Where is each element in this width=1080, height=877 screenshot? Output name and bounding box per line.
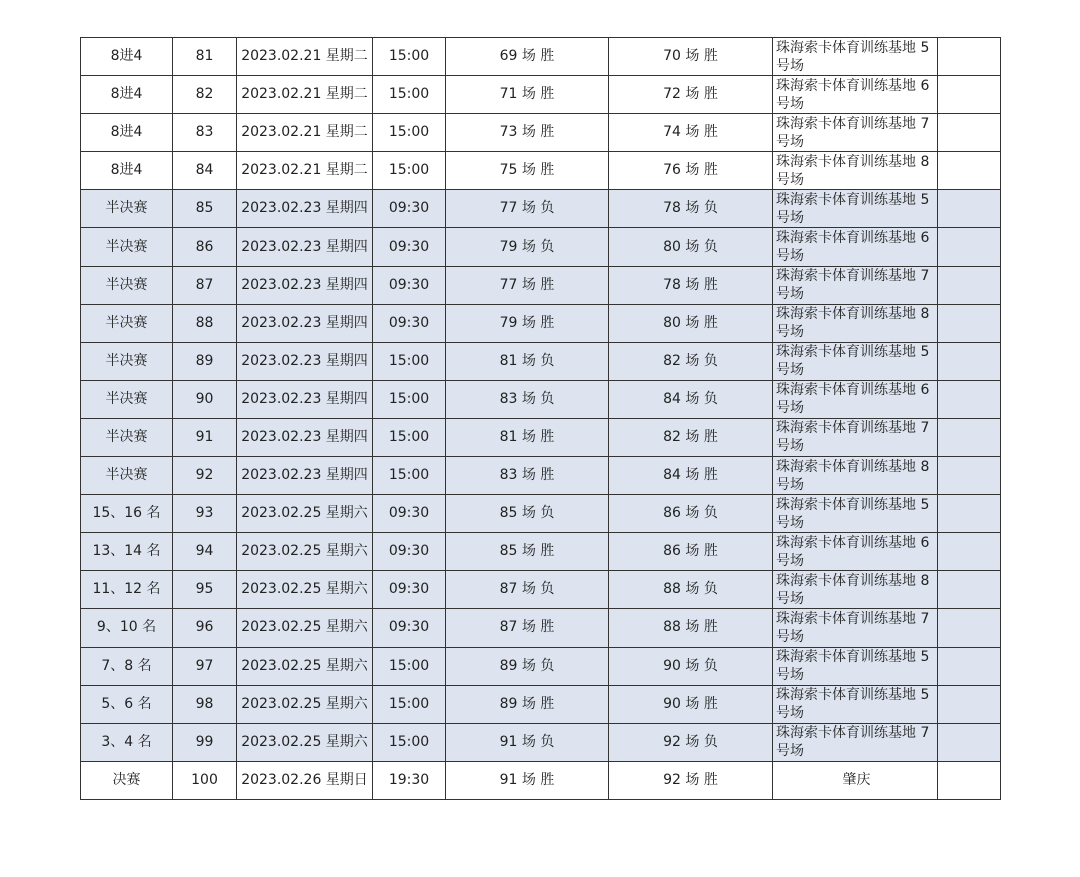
cell-match-number: 99 — [173, 723, 237, 761]
cell-team-a: 89 场 负 — [446, 647, 609, 685]
cell-round: 5、6 名 — [81, 685, 173, 723]
table-row — [81, 457, 1001, 495]
cell-date: 2023.02.21 星期二 — [237, 114, 373, 152]
cell-match-number: 87 — [173, 266, 237, 304]
cell-team-b: 80 场 负 — [609, 228, 773, 266]
table-row — [81, 228, 1001, 266]
cell-team-b: 84 场 胜 — [609, 457, 773, 495]
cell-remarks — [938, 418, 1001, 456]
table-row — [81, 685, 1001, 723]
cell-venue: 珠海索卡体育训练基地 7 号场 — [773, 418, 938, 456]
cell-match-number: 84 — [173, 152, 237, 190]
cell-date: 2023.02.25 星期六 — [237, 685, 373, 723]
cell-round: 8进4 — [81, 152, 173, 190]
table-row — [81, 761, 1001, 799]
cell-time: 15:00 — [373, 685, 446, 723]
cell-team-b: 72 场 胜 — [609, 76, 773, 114]
table-row — [81, 418, 1001, 456]
cell-round: 7、8 名 — [81, 647, 173, 685]
cell-remarks — [938, 38, 1001, 76]
cell-round: 8进4 — [81, 76, 173, 114]
cell-team-a: 75 场 胜 — [446, 152, 609, 190]
cell-team-b: 74 场 胜 — [609, 114, 773, 152]
cell-remarks — [938, 761, 1001, 799]
cell-date: 2023.02.25 星期六 — [237, 647, 373, 685]
table-row — [81, 647, 1001, 685]
cell-time: 15:00 — [373, 76, 446, 114]
cell-round: 15、16 名 — [81, 495, 173, 533]
cell-date: 2023.02.23 星期四 — [237, 380, 373, 418]
cell-venue: 珠海索卡体育训练基地 7 号场 — [773, 266, 938, 304]
cell-round: 8进4 — [81, 38, 173, 76]
cell-round: 半决赛 — [81, 266, 173, 304]
cell-team-b: 82 场 负 — [609, 342, 773, 380]
cell-round: 决赛 — [81, 761, 173, 799]
cell-venue: 珠海索卡体育训练基地 7 号场 — [773, 114, 938, 152]
cell-remarks — [938, 266, 1001, 304]
cell-round: 半决赛 — [81, 418, 173, 456]
cell-venue: 珠海索卡体育训练基地 7 号场 — [773, 609, 938, 647]
cell-team-a: 81 场 负 — [446, 342, 609, 380]
cell-date: 2023.02.25 星期六 — [237, 609, 373, 647]
cell-time: 09:30 — [373, 495, 446, 533]
table-row — [81, 190, 1001, 228]
cell-team-a: 73 场 胜 — [446, 114, 609, 152]
cell-team-a: 87 场 负 — [446, 571, 609, 609]
cell-team-a: 81 场 胜 — [446, 418, 609, 456]
cell-team-a: 77 场 胜 — [446, 266, 609, 304]
cell-team-b: 88 场 胜 — [609, 609, 773, 647]
cell-round: 半决赛 — [81, 304, 173, 342]
cell-team-b: 92 场 负 — [609, 723, 773, 761]
table-row — [81, 38, 1001, 76]
cell-remarks — [938, 533, 1001, 571]
cell-team-a: 77 场 负 — [446, 190, 609, 228]
cell-team-b: 70 场 胜 — [609, 38, 773, 76]
cell-team-b: 78 场 负 — [609, 190, 773, 228]
cell-team-b: 92 场 胜 — [609, 761, 773, 799]
cell-time: 15:00 — [373, 342, 446, 380]
table-row — [81, 571, 1001, 609]
table-row — [81, 723, 1001, 761]
table-row — [81, 152, 1001, 190]
table-row — [81, 76, 1001, 114]
cell-time: 15:00 — [373, 152, 446, 190]
cell-team-a: 79 场 胜 — [446, 304, 609, 342]
cell-team-b: 76 场 胜 — [609, 152, 773, 190]
cell-remarks — [938, 571, 1001, 609]
cell-team-b: 90 场 胜 — [609, 685, 773, 723]
table-row — [81, 380, 1001, 418]
cell-venue: 珠海索卡体育训练基地 5 号场 — [773, 38, 938, 76]
cell-remarks — [938, 190, 1001, 228]
cell-date: 2023.02.23 星期四 — [237, 190, 373, 228]
cell-team-b: 84 场 负 — [609, 380, 773, 418]
cell-team-a: 89 场 胜 — [446, 685, 609, 723]
cell-date: 2023.02.23 星期四 — [237, 342, 373, 380]
cell-team-a: 71 场 胜 — [446, 76, 609, 114]
cell-date: 2023.02.25 星期六 — [237, 571, 373, 609]
table-row — [81, 533, 1001, 571]
cell-remarks — [938, 609, 1001, 647]
cell-date: 2023.02.23 星期四 — [237, 304, 373, 342]
cell-match-number: 81 — [173, 38, 237, 76]
cell-date: 2023.02.23 星期四 — [237, 228, 373, 266]
cell-team-a: 87 场 胜 — [446, 609, 609, 647]
cell-remarks — [938, 228, 1001, 266]
cell-match-number: 88 — [173, 304, 237, 342]
cell-team-a: 69 场 胜 — [446, 38, 609, 76]
cell-remarks — [938, 380, 1001, 418]
cell-time: 15:00 — [373, 38, 446, 76]
cell-venue: 珠海索卡体育训练基地 5 号场 — [773, 342, 938, 380]
cell-round: 8进4 — [81, 114, 173, 152]
cell-time: 09:30 — [373, 266, 446, 304]
cell-match-number: 82 — [173, 76, 237, 114]
cell-venue: 珠海索卡体育训练基地 8 号场 — [773, 571, 938, 609]
table-row — [81, 495, 1001, 533]
cell-date: 2023.02.26 星期日 — [237, 761, 373, 799]
cell-remarks — [938, 457, 1001, 495]
cell-venue: 珠海索卡体育训练基地 6 号场 — [773, 76, 938, 114]
cell-time: 15:00 — [373, 647, 446, 685]
cell-time: 09:30 — [373, 609, 446, 647]
match-schedule-table — [80, 37, 1001, 800]
cell-time: 15:00 — [373, 723, 446, 761]
cell-match-number: 83 — [173, 114, 237, 152]
cell-team-b: 78 场 胜 — [609, 266, 773, 304]
cell-round: 半决赛 — [81, 342, 173, 380]
cell-date: 2023.02.23 星期四 — [237, 418, 373, 456]
cell-round: 9、10 名 — [81, 609, 173, 647]
cell-round: 半决赛 — [81, 380, 173, 418]
table-row — [81, 609, 1001, 647]
cell-remarks — [938, 304, 1001, 342]
cell-remarks — [938, 647, 1001, 685]
cell-round: 半决赛 — [81, 190, 173, 228]
table-row — [81, 266, 1001, 304]
cell-venue: 肇庆 — [773, 761, 938, 799]
cell-team-a: 85 场 胜 — [446, 533, 609, 571]
cell-match-number: 95 — [173, 571, 237, 609]
cell-venue: 珠海索卡体育训练基地 6 号场 — [773, 228, 938, 266]
cell-remarks — [938, 342, 1001, 380]
cell-remarks — [938, 152, 1001, 190]
cell-match-number: 90 — [173, 380, 237, 418]
cell-date: 2023.02.25 星期六 — [237, 533, 373, 571]
cell-venue: 珠海索卡体育训练基地 6 号场 — [773, 533, 938, 571]
cell-remarks — [938, 685, 1001, 723]
cell-date: 2023.02.21 星期二 — [237, 38, 373, 76]
cell-date: 2023.02.23 星期四 — [237, 266, 373, 304]
cell-date: 2023.02.25 星期六 — [237, 495, 373, 533]
cell-round: 11、12 名 — [81, 571, 173, 609]
cell-round: 3、4 名 — [81, 723, 173, 761]
cell-venue: 珠海索卡体育训练基地 6 号场 — [773, 380, 938, 418]
cell-match-number: 92 — [173, 457, 237, 495]
cell-venue: 珠海索卡体育训练基地 5 号场 — [773, 190, 938, 228]
cell-team-a: 79 场 负 — [446, 228, 609, 266]
cell-team-a: 83 场 胜 — [446, 457, 609, 495]
cell-team-a: 85 场 负 — [446, 495, 609, 533]
cell-remarks — [938, 76, 1001, 114]
cell-match-number: 94 — [173, 533, 237, 571]
cell-match-number: 91 — [173, 418, 237, 456]
cell-time: 15:00 — [373, 418, 446, 456]
cell-time: 15:00 — [373, 380, 446, 418]
cell-match-number: 86 — [173, 228, 237, 266]
cell-team-a: 83 场 负 — [446, 380, 609, 418]
cell-round: 13、14 名 — [81, 533, 173, 571]
cell-match-number: 100 — [173, 761, 237, 799]
cell-time: 09:30 — [373, 533, 446, 571]
cell-match-number: 97 — [173, 647, 237, 685]
cell-match-number: 85 — [173, 190, 237, 228]
cell-time: 15:00 — [373, 457, 446, 495]
cell-team-b: 86 场 胜 — [609, 533, 773, 571]
cell-team-b: 86 场 负 — [609, 495, 773, 533]
cell-venue: 珠海索卡体育训练基地 8 号场 — [773, 457, 938, 495]
cell-time: 15:00 — [373, 114, 446, 152]
cell-match-number: 96 — [173, 609, 237, 647]
cell-venue: 珠海索卡体育训练基地 8 号场 — [773, 304, 938, 342]
cell-date: 2023.02.21 星期二 — [237, 152, 373, 190]
cell-venue: 珠海索卡体育训练基地 5 号场 — [773, 647, 938, 685]
cell-team-b: 80 场 胜 — [609, 304, 773, 342]
cell-team-a: 91 场 负 — [446, 723, 609, 761]
cell-time: 09:30 — [373, 190, 446, 228]
cell-venue: 珠海索卡体育训练基地 5 号场 — [773, 685, 938, 723]
cell-match-number: 98 — [173, 685, 237, 723]
cell-date: 2023.02.23 星期四 — [237, 457, 373, 495]
cell-team-b: 82 场 胜 — [609, 418, 773, 456]
table-row — [81, 342, 1001, 380]
cell-match-number: 89 — [173, 342, 237, 380]
cell-time: 19:30 — [373, 761, 446, 799]
cell-time: 09:30 — [373, 228, 446, 266]
cell-time: 09:30 — [373, 304, 446, 342]
cell-venue: 珠海索卡体育训练基地 8 号场 — [773, 152, 938, 190]
cell-venue: 珠海索卡体育训练基地 5 号场 — [773, 495, 938, 533]
cell-round: 半决赛 — [81, 228, 173, 266]
cell-remarks — [938, 114, 1001, 152]
cell-remarks — [938, 495, 1001, 533]
cell-team-b: 88 场 负 — [609, 571, 773, 609]
cell-remarks — [938, 723, 1001, 761]
table-row — [81, 114, 1001, 152]
cell-date: 2023.02.21 星期二 — [237, 76, 373, 114]
cell-round: 半决赛 — [81, 457, 173, 495]
cell-date: 2023.02.25 星期六 — [237, 723, 373, 761]
cell-team-b: 90 场 负 — [609, 647, 773, 685]
cell-match-number: 93 — [173, 495, 237, 533]
cell-team-a: 91 场 胜 — [446, 761, 609, 799]
cell-time: 09:30 — [373, 571, 446, 609]
cell-venue: 珠海索卡体育训练基地 7 号场 — [773, 723, 938, 761]
table-row — [81, 304, 1001, 342]
